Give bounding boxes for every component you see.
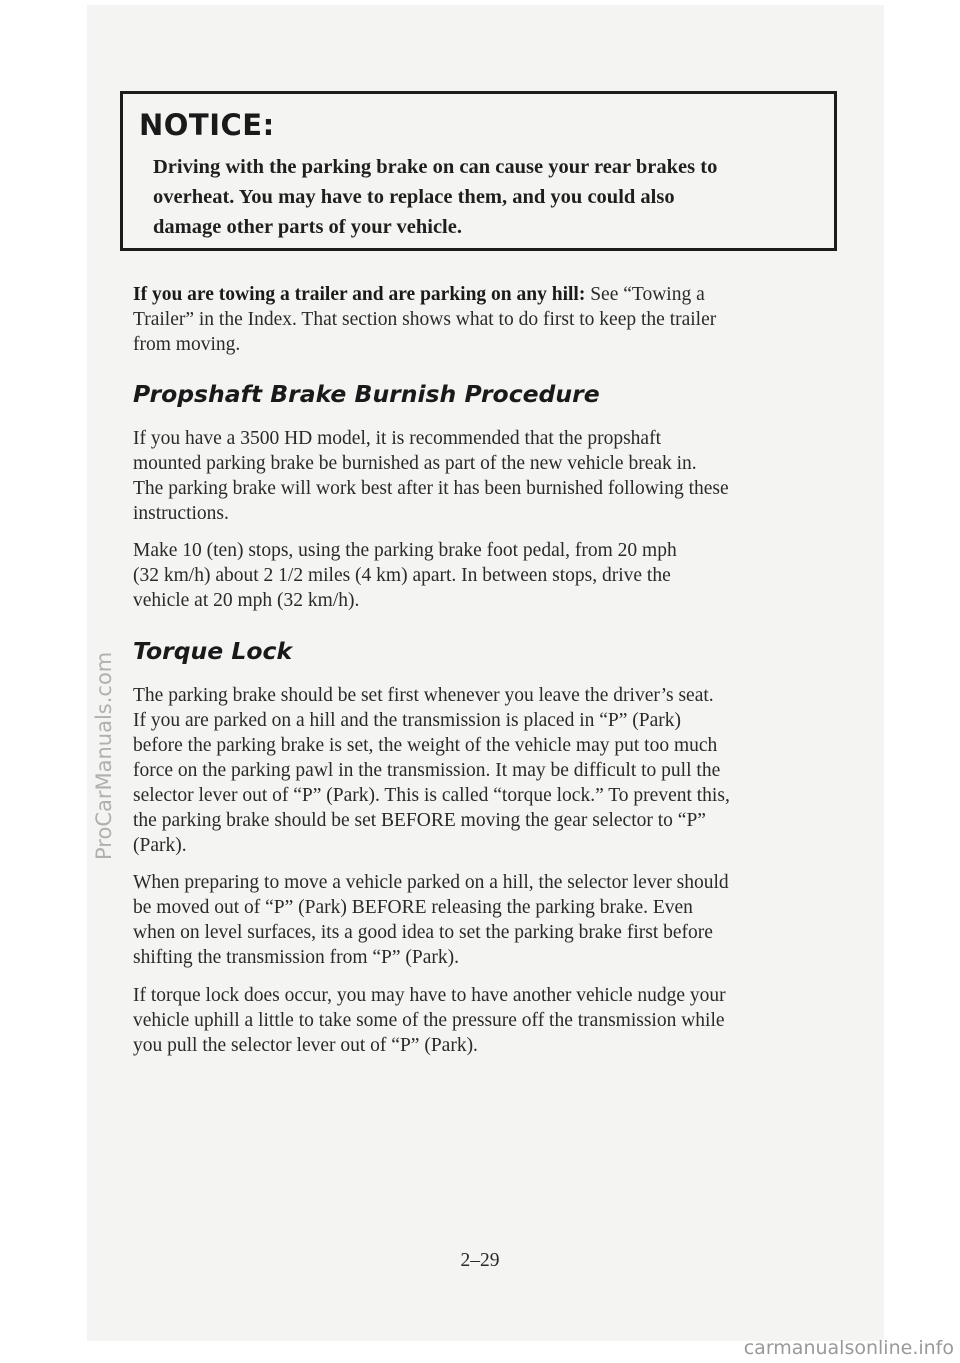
- text-line: be moved out of “P” (Park) BEFORE releasing the parking brake. Even: [133, 897, 693, 918]
- text-line: mounted parking brake be burnished as part of the new vehicle break in.: [133, 453, 697, 474]
- text-line: force on the parking pawl in the transmission. It may be difficult to pull the: [133, 760, 721, 781]
- watermark-bottom: carmanualsonline.info: [743, 1337, 954, 1359]
- burnish-paragraph-1: [133, 426, 848, 526]
- text-line: vehicle at 20 mph (32 km/h).: [133, 590, 360, 611]
- text-line: instructions.: [133, 503, 229, 524]
- burnish-heading: Propshaft Brake Burnish Procedure: [133, 380, 600, 408]
- towing-line-3: from moving.: [133, 334, 241, 355]
- text-line: selector lever out of “P” (Park). This is called “torque lock.” To prevent this,: [133, 785, 730, 806]
- text-line: the parking brake should be set BEFORE moving the gear selector to “P”: [133, 810, 706, 831]
- towing-line-2: Trailer” in the Index. That section shows what to do first to keep the trailer: [133, 309, 717, 330]
- text-line: Make 10 (ten) stops, using the parking brake foot pedal, from 20 mph: [133, 540, 677, 561]
- notice-title: NOTICE:: [139, 108, 275, 142]
- text-line: (Park).: [133, 835, 187, 856]
- text-line: vehicle uphill a little to take some of the pressure off the transmission while: [133, 1010, 725, 1031]
- text-line: before the parking brake is set, the weight of the vehicle may put too much: [133, 735, 718, 756]
- text-line: If you are parked on a hill and the transmission is placed in “P” (Park): [133, 710, 682, 731]
- text-line: (32 km/h) about 2 1/2 miles (4 km) apart. In between stops, drive the: [133, 565, 671, 586]
- watermark-left: ProCarManuals.com: [92, 651, 116, 860]
- text-line: when on level surfaces, its a good idea to set the parking brake first before: [133, 922, 713, 943]
- text-line: shifting the transmission from “P” (Park).: [133, 947, 460, 968]
- notice-line: Driving with the parking brake on can cause your rear brakes to: [153, 156, 718, 178]
- towing-line-1: [133, 282, 848, 307]
- page-number: 2–29: [460, 1250, 500, 1271]
- text-line: The parking brake should be set first whenever you leave the driver’s seat.: [133, 685, 714, 706]
- text-line: If torque lock does occur, you may have to have another vehicle nudge your: [133, 985, 726, 1006]
- torque-heading: Torque Lock: [133, 637, 293, 665]
- towing-paragraph: [133, 282, 848, 357]
- notice-line: damage other parts of your vehicle.: [153, 216, 462, 238]
- text-line: If you have a 3500 HD model, it is recommended that the propshaft: [133, 428, 661, 449]
- burnish-paragraph-2: [133, 538, 848, 613]
- text-line: When preparing to move a vehicle parked on a hill, the selector lever should: [133, 872, 729, 893]
- towing-line-1-rest: See “Towing a: [585, 284, 705, 305]
- torque-paragraph-1: [133, 683, 848, 858]
- torque-paragraph-2: [133, 870, 848, 970]
- text-line: The parking brake will work best after it has been burnished following these: [133, 478, 729, 499]
- notice-body: [153, 152, 823, 242]
- text-line: you pull the selector lever out of “P” (Park).: [133, 1035, 478, 1056]
- notice-line: overheat. You may have to replace them, and you could also: [153, 186, 675, 208]
- towing-lead: If you are towing a trailer and are parking on any hill:: [133, 284, 586, 305]
- torque-paragraph-3: [133, 983, 848, 1058]
